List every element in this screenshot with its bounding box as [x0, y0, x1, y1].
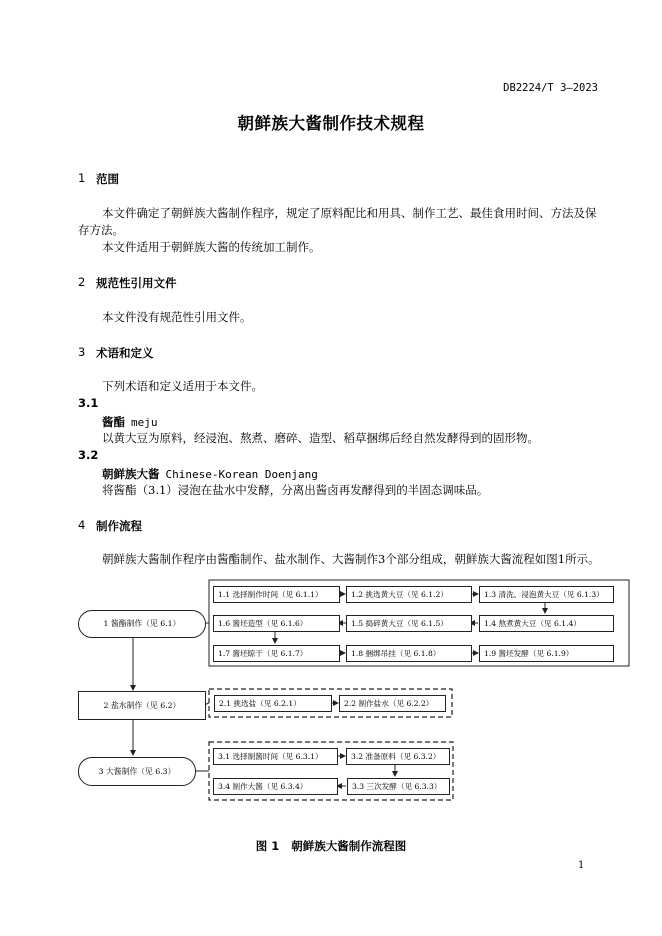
step-2-1-box: 2.1 挑选盐（见 6.2.1）: [214, 695, 332, 712]
section-4-paragraph-1: 朝鲜族大酱制作程序由酱酯制作、盐水制作、大酱制作3个部分组成，朝鲜族大酱流程如图1所示。: [102, 552, 600, 566]
step-1-4-box: 1.4 熬煮黄大豆（见 6.1.4）: [479, 615, 614, 632]
stage-1-node: 1 酱酯制作（见 6.1）: [78, 610, 206, 638]
step-1-5-box: 1.5 捣碎黄大豆（见 6.1.5）: [346, 615, 472, 632]
term-3-1-heading: [102, 413, 158, 431]
section-4-title: 制作流程: [96, 519, 142, 533]
section-2-paragraph-1: 本文件没有规范性引用文件。: [102, 310, 252, 324]
step-1-9-box: 1.9 酱坯发酵（见 6.1.9）: [479, 645, 614, 662]
step-1-2-box: 1.2 挑选黄大豆（见 6.1.2）: [346, 586, 472, 603]
document-title: 朝鲜族大酱制作技术规程: [237, 114, 425, 133]
term-3-1-zh: 酱酯: [102, 415, 125, 429]
step-1-7-box: 1.7 酱坯晾干（见 6.1.7）: [213, 645, 340, 662]
step-1-1-box: 1.1 选择制作时间（见 6.1.1）: [213, 586, 340, 603]
step-1-3-box: 1.3 清洗、浸泡黄大豆（见 6.1.3）: [479, 586, 614, 603]
section-4-number: 4: [78, 518, 86, 532]
stage-2-node: 2 盐水制作（见 6.2）: [78, 691, 206, 720]
document-code: DB2224/T 3—2023: [503, 82, 598, 94]
step-3-3-box: 3.3 三次发酵（见 6.3.3）: [347, 778, 450, 795]
term-3-2-definition: 将酱酯（3.1）浸泡在盐水中发酵，分离出酱卤再发酵得到的半固态调味品。: [102, 483, 489, 497]
section-1-paragraph-2: 本文件适用于朝鲜族大酱的传统加工制作。: [102, 240, 321, 254]
section-1-paragraph-1-line-2: 存方法。: [78, 223, 124, 237]
step-3-2-box: 3.2 准备原料（见 6.3.2）: [346, 748, 450, 765]
figure-caption: 图 1 朝鲜族大酱制作流程图: [255, 839, 407, 853]
term-3-1-definition: 以黄大豆为原料，经浸泡、熬煮、磨碎、造型、稻草捆绑后经自然发酵得到的固形物。: [102, 431, 539, 445]
step-2-2-box: 2.2 制作盐水（见 6.2.2）: [339, 695, 446, 712]
term-3-1-number: 3.1: [78, 396, 99, 410]
term-3-1-en: meju: [131, 416, 158, 429]
section-1-paragraph-1-line-1: 本文件确定了朝鲜族大酱制作程序，规定了原料配比和用具、制作工艺、最佳食用时间、方法及保: [102, 206, 597, 220]
section-2-title: 规范性引用文件: [96, 276, 177, 290]
section-3-intro: 下列术语和定义适用于本文件。: [102, 379, 263, 393]
section-1-number: 1: [78, 171, 86, 185]
step-3-4-box: 3.4 制作大酱（见 6.3.4）: [213, 778, 338, 795]
term-3-2-zh: 朝鲜族大酱: [102, 467, 160, 481]
stage-3-node: 3 大酱制作（见 6.3）: [78, 757, 196, 786]
term-3-2-en: Chinese-Korean Doenjang: [165, 468, 318, 481]
step-3-1-box: 3.1 选择制酱时间（见 6.3.1）: [213, 748, 338, 765]
page-number: 1: [578, 860, 585, 871]
step-1-6-box: 1.6 酱坯造型（见 6.1.6）: [213, 615, 340, 632]
section-3-number: 3: [78, 345, 86, 359]
term-3-2-number: 3.2: [78, 448, 99, 462]
section-3-title: 术语和定义: [96, 346, 154, 360]
flowchart: [74, 576, 630, 806]
section-1-title: 范围: [96, 172, 119, 186]
term-3-2-heading: [102, 465, 318, 483]
section-2-number: 2: [78, 275, 86, 289]
step-1-8-box: 1.8 捆绑吊挂（见 6.1.8）: [346, 645, 472, 662]
